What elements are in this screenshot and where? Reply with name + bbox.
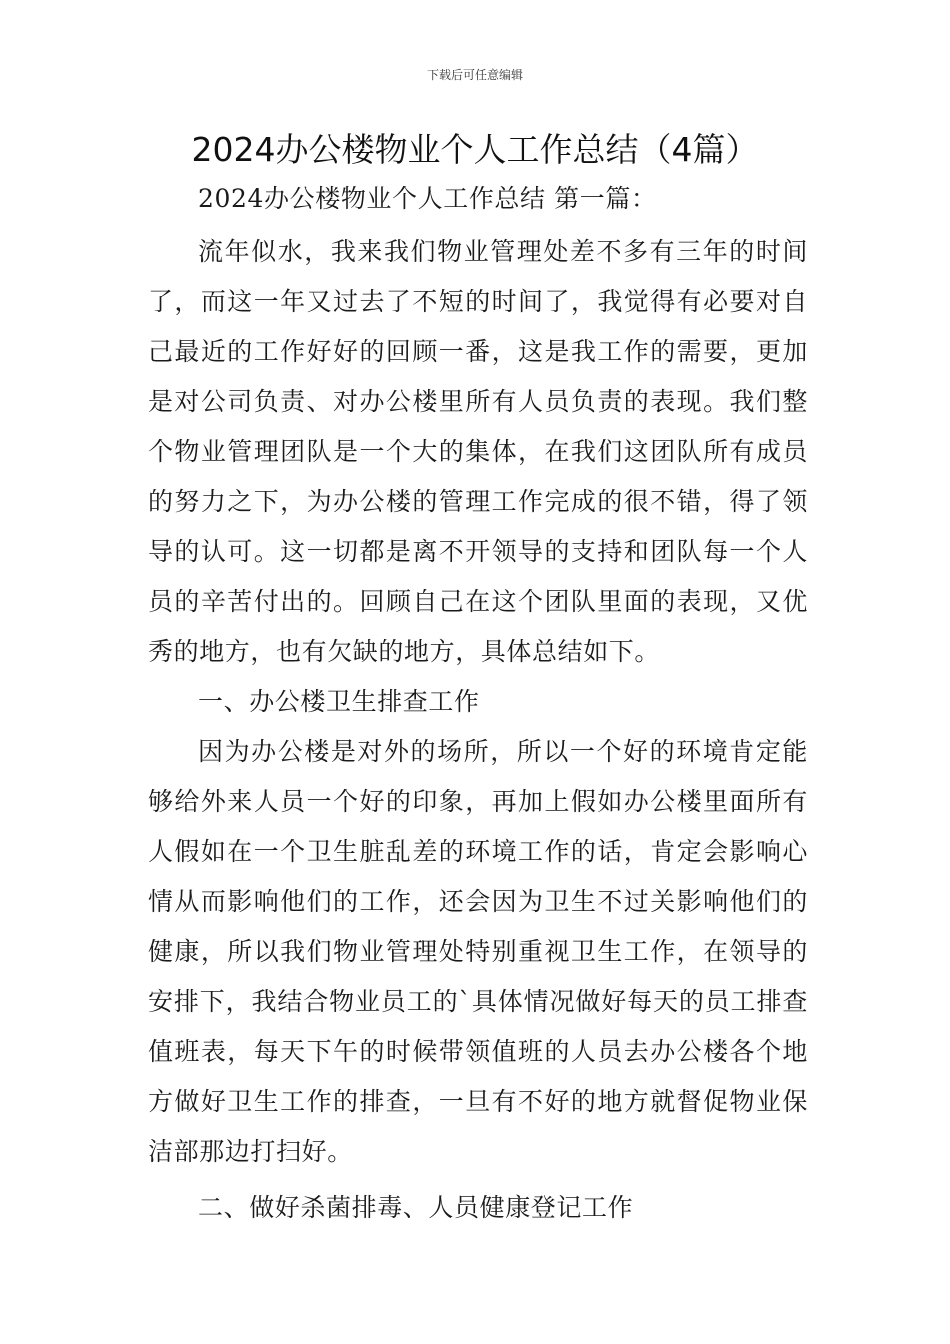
section-heading-2: 二、做好杀菌排毒、人员健康登记工作	[198, 1193, 634, 1222]
section-subtitle: 2024办公楼物业个人工作总结 第一篇：	[198, 184, 657, 213]
document-title: 2024办公楼物业个人工作总结（4篇）	[191, 130, 759, 169]
paragraph-intro: 流年似水，我来我们物业管理处差不多有三年的时间了，而这一年又过去了不短的时间了，我觉得有必要对自己最近的工作好好的回顾一番，这是我工作的需要，更加是对公司负责、对办公楼里所有人员负责的表现。我们整个物业管理团队是一个大的集体，在我们这团队所有成员的努力之下，为办公楼的管理工作完成的很不错，得了领导的认可。这一切都是离不开领导的支持和团队每一个人员的辛苦付出的。回顾自己在这个团队里面的表现，又优秀的地方，也有欠缺的地方，具体总结如下。	[148, 237, 808, 666]
paragraph-hygiene: 因为办公楼是对外的场所，所以一个好的环境肯定能够给外来人员一个好的印象，再加上假如办公楼里面所有人假如在一个卫生脏乱差的环境工作的话，肯定会影响心情从而影响他们的工作，还会因为卫生不过关影响他们的健康，所以我们物业管理处特别重视卫生工作，在领导的安排下，我结合物业员工的`具体情况做好每天的员工排查值班表，每天下午的时候带领值班的人员去办公楼各个地方做好卫生工作的排查，一旦有不好的地方就督促物业保洁部那边打扫好。	[148, 737, 808, 1166]
document-body	[148, 177, 808, 1233]
section-heading-1: 一、办公楼卫生排查工作	[198, 687, 480, 716]
header-note: 下载后可任意编辑	[426, 68, 523, 82]
